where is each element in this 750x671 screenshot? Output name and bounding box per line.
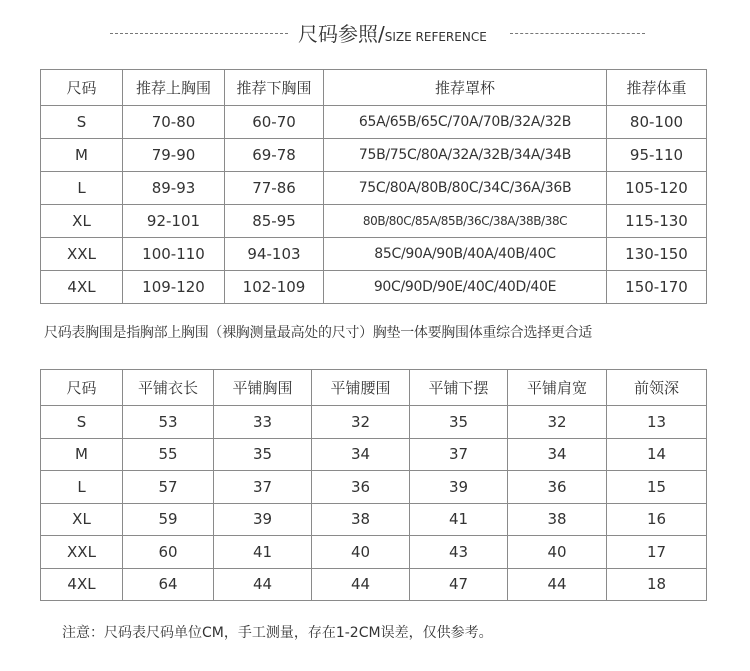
neck-depth-cell: 18 bbox=[607, 568, 707, 601]
waist-cell: 36 bbox=[312, 471, 410, 504]
neck-depth-cell: 17 bbox=[607, 536, 707, 569]
size-cell: S bbox=[41, 406, 123, 439]
shoulder-cell: 44 bbox=[508, 568, 607, 601]
table-row bbox=[41, 172, 707, 205]
bra-size-table bbox=[40, 69, 707, 304]
table-row bbox=[41, 139, 707, 172]
chest-cell: 35 bbox=[214, 438, 312, 471]
weight-cell: 115-130 bbox=[607, 205, 707, 238]
weight-cell: 105-120 bbox=[607, 172, 707, 205]
cup-cell: 75B/75C/80A/32A/32B/34A/34B bbox=[324, 139, 607, 172]
weight-cell: 150-170 bbox=[607, 271, 707, 304]
table-row bbox=[41, 205, 707, 238]
upper-bust-cell: 70-80 bbox=[123, 106, 225, 139]
table-row bbox=[41, 106, 707, 139]
hem-cell: 43 bbox=[410, 536, 508, 569]
bra-table-header-row bbox=[41, 70, 707, 106]
upper-bust-cell: 79-90 bbox=[123, 139, 225, 172]
upper-bust-cell: 109-120 bbox=[123, 271, 225, 304]
neck-depth-cell: 16 bbox=[607, 503, 707, 536]
size-cell: L bbox=[41, 471, 123, 504]
length-cell: 53 bbox=[123, 406, 214, 439]
weight-cell: 80-100 bbox=[607, 106, 707, 139]
bra-header-weight: 推荐体重 bbox=[607, 70, 707, 106]
shoulder-cell: 34 bbox=[508, 438, 607, 471]
bra-header-size: 尺码 bbox=[41, 70, 123, 106]
under-bust-cell: 94-103 bbox=[225, 238, 324, 271]
bra-header-cup: 推荐罩杯 bbox=[324, 70, 607, 106]
chest-cell: 41 bbox=[214, 536, 312, 569]
hem-cell: 41 bbox=[410, 503, 508, 536]
table-row bbox=[41, 503, 707, 536]
under-bust-cell: 85-95 bbox=[225, 205, 324, 238]
chest-cell: 33 bbox=[214, 406, 312, 439]
neck-depth-cell: 13 bbox=[607, 406, 707, 439]
cup-cell: 80B/80C/85A/85B/36C/38A/38B/38C bbox=[324, 205, 607, 238]
upper-bust-cell: 89-93 bbox=[123, 172, 225, 205]
size-reference-header bbox=[0, 18, 750, 52]
title-en: SIZE REFERENCE bbox=[384, 30, 487, 44]
title-cn: 尺码参照 bbox=[298, 22, 378, 46]
neck-depth-cell: 15 bbox=[607, 471, 707, 504]
hem-cell: 47 bbox=[410, 568, 508, 601]
garment-table-header-row bbox=[41, 370, 707, 406]
table-row bbox=[41, 438, 707, 471]
waist-cell: 38 bbox=[312, 503, 410, 536]
length-cell: 60 bbox=[123, 536, 214, 569]
header-divider-right bbox=[510, 33, 645, 34]
cup-cell: 85C/90A/90B/40A/40B/40C bbox=[324, 238, 607, 271]
garment-size-table bbox=[40, 369, 707, 601]
cup-cell: 65A/65B/65C/70A/70B/32A/32B bbox=[324, 106, 607, 139]
hem-cell: 35 bbox=[410, 406, 508, 439]
size-cell: M bbox=[41, 438, 123, 471]
length-cell: 64 bbox=[123, 568, 214, 601]
table-row bbox=[41, 471, 707, 504]
cup-cell: 75C/80A/80B/80C/34C/36A/36B bbox=[324, 172, 607, 205]
waist-cell: 34 bbox=[312, 438, 410, 471]
chest-cell: 39 bbox=[214, 503, 312, 536]
garment-header-neck-depth: 前领深 bbox=[607, 370, 707, 406]
length-cell: 55 bbox=[123, 438, 214, 471]
garment-header-shoulder: 平铺肩宽 bbox=[508, 370, 607, 406]
size-cell: S bbox=[41, 106, 123, 139]
measurement-note: 注意：尺码表尺码单位CM，手工测量，存在1-2CM误差，仅供参考。 bbox=[62, 625, 493, 641]
hem-cell: 37 bbox=[410, 438, 508, 471]
bra-header-under-bust: 推荐下胸围 bbox=[225, 70, 324, 106]
table-row bbox=[41, 238, 707, 271]
size-cell: L bbox=[41, 172, 123, 205]
weight-cell: 95-110 bbox=[607, 139, 707, 172]
header-divider-left bbox=[110, 33, 288, 34]
size-cell: XL bbox=[41, 503, 123, 536]
size-cell: XXL bbox=[41, 536, 123, 569]
table-row bbox=[41, 406, 707, 439]
table-row bbox=[41, 568, 707, 601]
hem-cell: 39 bbox=[410, 471, 508, 504]
weight-cell: 130-150 bbox=[607, 238, 707, 271]
upper-bust-cell: 100-110 bbox=[123, 238, 225, 271]
waist-cell: 44 bbox=[312, 568, 410, 601]
garment-header-size: 尺码 bbox=[41, 370, 123, 406]
upper-bust-cell: 92-101 bbox=[123, 205, 225, 238]
under-bust-cell: 77-86 bbox=[225, 172, 324, 205]
garment-header-length: 平铺衣长 bbox=[123, 370, 214, 406]
neck-depth-cell: 14 bbox=[607, 438, 707, 471]
garment-header-chest: 平铺胸围 bbox=[214, 370, 312, 406]
size-cell: 4XL bbox=[41, 568, 123, 601]
length-cell: 59 bbox=[123, 503, 214, 536]
chest-cell: 37 bbox=[214, 471, 312, 504]
under-bust-cell: 69-78 bbox=[225, 139, 324, 172]
shoulder-cell: 32 bbox=[508, 406, 607, 439]
shoulder-cell: 38 bbox=[508, 503, 607, 536]
bra-size-note: 尺码表胸围是指胸部上胸围（裸胸测量最高处的尺寸）胸垫一体要胸围体重综合选择更合适 bbox=[44, 325, 592, 341]
title-separator: / bbox=[378, 22, 385, 46]
under-bust-cell: 60-70 bbox=[225, 106, 324, 139]
table-row bbox=[41, 536, 707, 569]
chest-cell: 44 bbox=[214, 568, 312, 601]
table-row bbox=[41, 271, 707, 304]
size-cell: M bbox=[41, 139, 123, 172]
garment-header-waist: 平铺腰围 bbox=[312, 370, 410, 406]
garment-header-hem: 平铺下摆 bbox=[410, 370, 508, 406]
size-cell: 4XL bbox=[41, 271, 123, 304]
bra-header-upper-bust: 推荐上胸围 bbox=[123, 70, 225, 106]
shoulder-cell: 40 bbox=[508, 536, 607, 569]
length-cell: 57 bbox=[123, 471, 214, 504]
size-cell: XL bbox=[41, 205, 123, 238]
page-title bbox=[298, 18, 508, 47]
waist-cell: 32 bbox=[312, 406, 410, 439]
size-cell: XXL bbox=[41, 238, 123, 271]
shoulder-cell: 36 bbox=[508, 471, 607, 504]
waist-cell: 40 bbox=[312, 536, 410, 569]
under-bust-cell: 102-109 bbox=[225, 271, 324, 304]
cup-cell: 90C/90D/90E/40C/40D/40E bbox=[324, 271, 607, 304]
